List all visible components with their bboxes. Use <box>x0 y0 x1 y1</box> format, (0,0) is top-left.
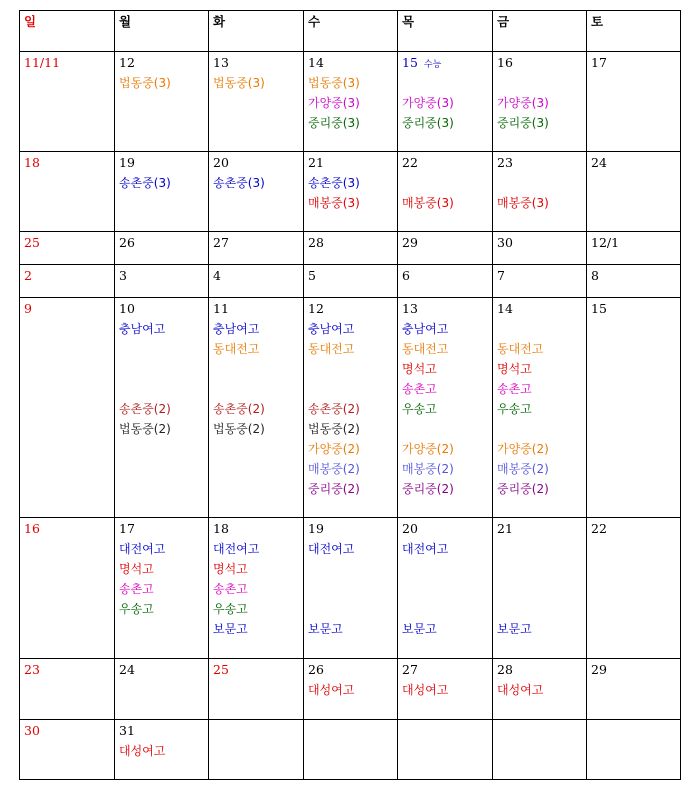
schedule-entry: 동대전고 <box>402 342 449 356</box>
day-date <box>497 299 582 319</box>
day-cell <box>587 52 681 152</box>
day-date <box>24 519 110 539</box>
schedule-entry: 법동중(3) <box>308 76 360 90</box>
date-number: 31 <box>119 723 135 738</box>
schedule-entry: 중리중(3) <box>497 116 549 130</box>
date-number: 7 <box>497 268 505 283</box>
day-date <box>308 153 393 173</box>
date-number: 22 <box>402 155 418 170</box>
date-number: 15 <box>402 55 418 70</box>
schedule-entry: 송촌중(2) <box>213 402 265 416</box>
date-number: 17 <box>119 521 135 536</box>
day-date <box>497 53 582 73</box>
date-number: 10 <box>119 301 135 316</box>
schedule-entry: 명석고 <box>402 362 437 376</box>
schedule-entry: 매봉중(3) <box>497 196 549 210</box>
day-date <box>402 519 488 539</box>
day-cell <box>20 659 115 720</box>
date-number: 3 <box>119 268 127 283</box>
date-number: 20 <box>402 521 418 536</box>
schedule-entry: 대성여고 <box>402 683 449 697</box>
date-number: 11 <box>213 301 229 316</box>
schedule-entry <box>119 339 204 359</box>
schedule-entry: 가양중(3) <box>497 96 549 110</box>
day-date <box>213 660 299 680</box>
day-date <box>497 721 582 741</box>
week-row <box>20 52 681 152</box>
schedule-entry <box>497 599 582 619</box>
day-cell <box>115 659 209 720</box>
date-number: 17 <box>591 55 607 70</box>
date-number: 2 <box>24 268 32 283</box>
schedule-entry: 송촌중(3) <box>119 176 171 190</box>
day-date <box>402 233 488 253</box>
day-date <box>119 660 204 680</box>
day-cell <box>398 298 493 518</box>
day-cell <box>398 232 493 265</box>
day-date <box>119 299 204 319</box>
day-cell <box>20 52 115 152</box>
day-date <box>24 660 110 680</box>
date-number: 25 <box>213 662 229 677</box>
schedule-entry: 매봉중(2) <box>402 462 454 476</box>
schedule-entry: 보문고 <box>308 622 343 636</box>
day-cell <box>304 659 398 720</box>
day-cell <box>20 265 115 298</box>
day-date <box>308 53 393 73</box>
day-date <box>402 299 488 319</box>
day-cell <box>209 152 304 232</box>
schedule-entry: 충남여고 <box>308 322 355 336</box>
date-number: 19 <box>119 155 135 170</box>
day-cell <box>304 52 398 152</box>
day-cell <box>115 52 209 152</box>
day-date <box>213 153 299 173</box>
schedule-entry <box>402 599 488 619</box>
schedule-entry <box>308 599 393 619</box>
calendar-table <box>19 10 681 780</box>
date-number: 21 <box>308 155 324 170</box>
schedule-entry: 대전여고 <box>308 542 355 556</box>
day-cell <box>20 232 115 265</box>
date-number: 18 <box>213 521 229 536</box>
day-cell <box>493 52 587 152</box>
date-number: 11/11 <box>24 55 61 70</box>
date-number: 6 <box>402 268 410 283</box>
date-number: 26 <box>119 235 135 250</box>
day-cell <box>209 659 304 720</box>
schedule-entry: 우송고 <box>402 402 437 416</box>
day-cell <box>304 232 398 265</box>
day-cell <box>493 518 587 659</box>
day-cell <box>398 518 493 659</box>
day-cell <box>587 265 681 298</box>
day-date <box>591 233 676 253</box>
schedule-entry: 매봉중(2) <box>497 462 549 476</box>
day-cell <box>115 298 209 518</box>
schedule-entry: 가양중(2) <box>308 442 360 456</box>
date-number: 25 <box>24 235 40 250</box>
day-cell <box>398 265 493 298</box>
day-cell <box>304 720 398 780</box>
schedule-entry: 법동중(3) <box>213 76 265 90</box>
schedule-entry: 중리중(3) <box>402 116 454 130</box>
day-cell <box>115 518 209 659</box>
schedule-entry <box>497 579 582 599</box>
schedule-entry: 충남여고 <box>213 322 260 336</box>
header-tue: 화 <box>209 11 304 52</box>
day-date <box>591 299 676 319</box>
day-cell <box>209 232 304 265</box>
schedule-entry <box>402 173 488 193</box>
day-cell <box>587 232 681 265</box>
day-date <box>119 721 204 741</box>
day-cell <box>20 152 115 232</box>
date-number: 27 <box>213 235 229 250</box>
day-cell <box>587 659 681 720</box>
date-number: 22 <box>591 521 607 536</box>
schedule-entry: 중리중(2) <box>497 482 549 496</box>
schedule-entry <box>497 419 582 439</box>
schedule-entry: 동대전고 <box>497 342 544 356</box>
day-date <box>497 153 582 173</box>
day-date <box>402 53 488 73</box>
schedule-entry: 대전여고 <box>402 542 449 556</box>
day-date <box>402 153 488 173</box>
day-date <box>402 266 488 286</box>
schedule-entry <box>308 559 393 579</box>
week-row <box>20 298 681 518</box>
day-cell <box>20 298 115 518</box>
date-number: 15 <box>591 301 607 316</box>
day-cell <box>398 152 493 232</box>
day-cell <box>304 152 398 232</box>
day-cell <box>398 659 493 720</box>
schedule-entry: 대성여고 <box>497 683 544 697</box>
schedule-entry <box>402 559 488 579</box>
header-thu: 목 <box>398 11 493 52</box>
schedule-entry: 법동중(3) <box>119 76 171 90</box>
day-date <box>308 660 393 680</box>
day-cell <box>115 720 209 780</box>
day-cell <box>398 720 493 780</box>
schedule-entry <box>497 73 582 93</box>
week-row <box>20 720 681 780</box>
schedule-entry: 중리중(2) <box>402 482 454 496</box>
schedule-entry: 명석고 <box>119 562 154 576</box>
date-number: 27 <box>402 662 418 677</box>
schedule-entry <box>402 579 488 599</box>
day-cell <box>587 720 681 780</box>
day-date <box>119 266 204 286</box>
schedule-entry: 법동중(2) <box>119 422 171 436</box>
day-cell <box>493 152 587 232</box>
date-number: 16 <box>497 55 513 70</box>
date-number: 18 <box>24 155 40 170</box>
date-number: 14 <box>497 301 513 316</box>
day-cell <box>304 265 398 298</box>
schedule-entry: 송촌중(3) <box>213 176 265 190</box>
day-note: 수능 <box>423 60 442 70</box>
day-date <box>497 519 582 539</box>
day-cell <box>304 518 398 659</box>
date-number: 12 <box>119 55 135 70</box>
day-date <box>497 660 582 680</box>
schedule-entry: 명석고 <box>213 562 248 576</box>
schedule-entry <box>213 359 299 379</box>
schedule-entry: 대전여고 <box>213 542 260 556</box>
day-cell <box>493 298 587 518</box>
date-number: 14 <box>308 55 324 70</box>
day-cell <box>493 265 587 298</box>
day-cell <box>209 52 304 152</box>
schedule-entry: 충남여고 <box>119 322 166 336</box>
schedule-entry <box>402 73 488 93</box>
day-date <box>119 153 204 173</box>
schedule-entry: 송촌고 <box>119 582 154 596</box>
date-number: 29 <box>591 662 607 677</box>
schedule-entry: 가양중(3) <box>402 96 454 110</box>
schedule-entry: 보문고 <box>213 622 248 636</box>
date-number: 21 <box>497 521 513 536</box>
day-date <box>591 519 676 539</box>
schedule-entry: 송촌중(2) <box>119 402 171 416</box>
day-date <box>402 721 488 741</box>
day-date <box>24 153 110 173</box>
date-number: 23 <box>24 662 40 677</box>
schedule-entry <box>119 359 204 379</box>
schedule-entry <box>213 379 299 399</box>
day-cell <box>115 152 209 232</box>
schedule-entry: 보문고 <box>497 622 532 636</box>
schedule-entry <box>497 173 582 193</box>
date-number: 24 <box>591 155 607 170</box>
day-cell <box>587 298 681 518</box>
day-date <box>213 266 299 286</box>
day-date <box>308 266 393 286</box>
schedule-entry: 보문고 <box>402 622 437 636</box>
schedule-entry: 매봉중(3) <box>308 196 360 210</box>
date-number: 12 <box>308 301 324 316</box>
date-number: 20 <box>213 155 229 170</box>
day-date <box>497 233 582 253</box>
date-number: 9 <box>24 301 32 316</box>
schedule-entry <box>308 379 393 399</box>
schedule-entry <box>497 539 582 559</box>
day-date <box>213 299 299 319</box>
date-number: 8 <box>591 268 599 283</box>
date-number: 13 <box>402 301 418 316</box>
date-number: 4 <box>213 268 221 283</box>
day-date <box>591 660 676 680</box>
header-sun: 일 <box>20 11 115 52</box>
day-date <box>591 266 676 286</box>
header-fri: 금 <box>493 11 587 52</box>
header-wed: 수 <box>304 11 398 52</box>
schedule-entry: 송촌중(3) <box>308 176 360 190</box>
day-cell <box>20 720 115 780</box>
day-date <box>24 721 110 741</box>
day-date <box>213 519 299 539</box>
schedule-entry: 동대전고 <box>213 342 260 356</box>
day-cell <box>20 518 115 659</box>
date-number: 5 <box>308 268 316 283</box>
schedule-entry: 가양중(2) <box>497 442 549 456</box>
schedule-entry <box>402 419 488 439</box>
day-date <box>213 721 299 741</box>
day-date <box>308 299 393 319</box>
day-cell <box>209 265 304 298</box>
schedule-entry: 가양중(3) <box>308 96 360 110</box>
header-mon: 월 <box>115 11 209 52</box>
day-cell <box>493 659 587 720</box>
day-date <box>119 519 204 539</box>
day-date <box>591 721 676 741</box>
header-sat: 토 <box>587 11 681 52</box>
day-date <box>24 266 110 286</box>
day-date <box>119 53 204 73</box>
date-number: 28 <box>308 235 324 250</box>
schedule-entry: 대성여고 <box>119 744 166 758</box>
week-row <box>20 152 681 232</box>
schedule-entry: 명석고 <box>497 362 532 376</box>
day-date <box>591 53 676 73</box>
week-row <box>20 518 681 659</box>
date-number: 19 <box>308 521 324 536</box>
schedule-entry: 매봉중(3) <box>402 196 454 210</box>
schedule-entry <box>497 319 582 339</box>
day-cell <box>587 518 681 659</box>
calendar-body <box>20 11 681 780</box>
day-date <box>308 721 393 741</box>
date-number: 24 <box>119 662 135 677</box>
day-date <box>119 233 204 253</box>
schedule-entry: 대성여고 <box>308 683 355 697</box>
date-number: 28 <box>497 662 513 677</box>
day-cell <box>209 518 304 659</box>
day-date <box>24 53 110 73</box>
schedule-entry <box>308 359 393 379</box>
schedule-entry <box>308 579 393 599</box>
date-number: 30 <box>497 235 513 250</box>
day-cell <box>115 232 209 265</box>
schedule-entry: 매봉중(2) <box>308 462 360 476</box>
week-row <box>20 265 681 298</box>
day-cell <box>304 298 398 518</box>
day-cell <box>209 298 304 518</box>
date-number: 13 <box>213 55 229 70</box>
schedule-entry: 충남여고 <box>402 322 449 336</box>
schedule-entry: 송촌고 <box>213 582 248 596</box>
day-cell <box>115 265 209 298</box>
day-date <box>308 233 393 253</box>
day-cell <box>493 232 587 265</box>
date-number: 16 <box>24 521 40 536</box>
schedule-entry: 우송고 <box>213 602 248 616</box>
day-date <box>497 266 582 286</box>
day-date <box>591 153 676 173</box>
day-date <box>308 519 393 539</box>
date-number: 30 <box>24 723 40 738</box>
schedule-entry <box>497 559 582 579</box>
day-cell <box>209 720 304 780</box>
day-date <box>213 233 299 253</box>
schedule-entry: 대전여고 <box>119 542 166 556</box>
day-cell <box>587 152 681 232</box>
schedule-entry: 동대전고 <box>308 342 355 356</box>
schedule-entry: 우송고 <box>119 602 154 616</box>
date-number: 23 <box>497 155 513 170</box>
schedule-entry: 법동중(2) <box>308 422 360 436</box>
day-cell <box>398 52 493 152</box>
header-row <box>20 11 681 52</box>
week-row <box>20 232 681 265</box>
schedule-entry: 가양중(2) <box>402 442 454 456</box>
day-date <box>402 660 488 680</box>
date-number: 12/1 <box>591 235 620 250</box>
day-date <box>24 299 110 319</box>
date-number: 29 <box>402 235 418 250</box>
date-number: 26 <box>308 662 324 677</box>
schedule-entry: 중리중(2) <box>308 482 360 496</box>
day-cell <box>493 720 587 780</box>
day-date <box>24 233 110 253</box>
schedule-entry: 우송고 <box>497 402 532 416</box>
schedule-entry: 송촌고 <box>497 382 532 396</box>
schedule-entry: 법동중(2) <box>213 422 265 436</box>
schedule-entry: 중리중(3) <box>308 116 360 130</box>
day-date <box>213 53 299 73</box>
schedule-entry: 송촌고 <box>402 382 437 396</box>
schedule-entry <box>119 379 204 399</box>
schedule-entry: 송촌중(2) <box>308 402 360 416</box>
week-row <box>20 659 681 720</box>
